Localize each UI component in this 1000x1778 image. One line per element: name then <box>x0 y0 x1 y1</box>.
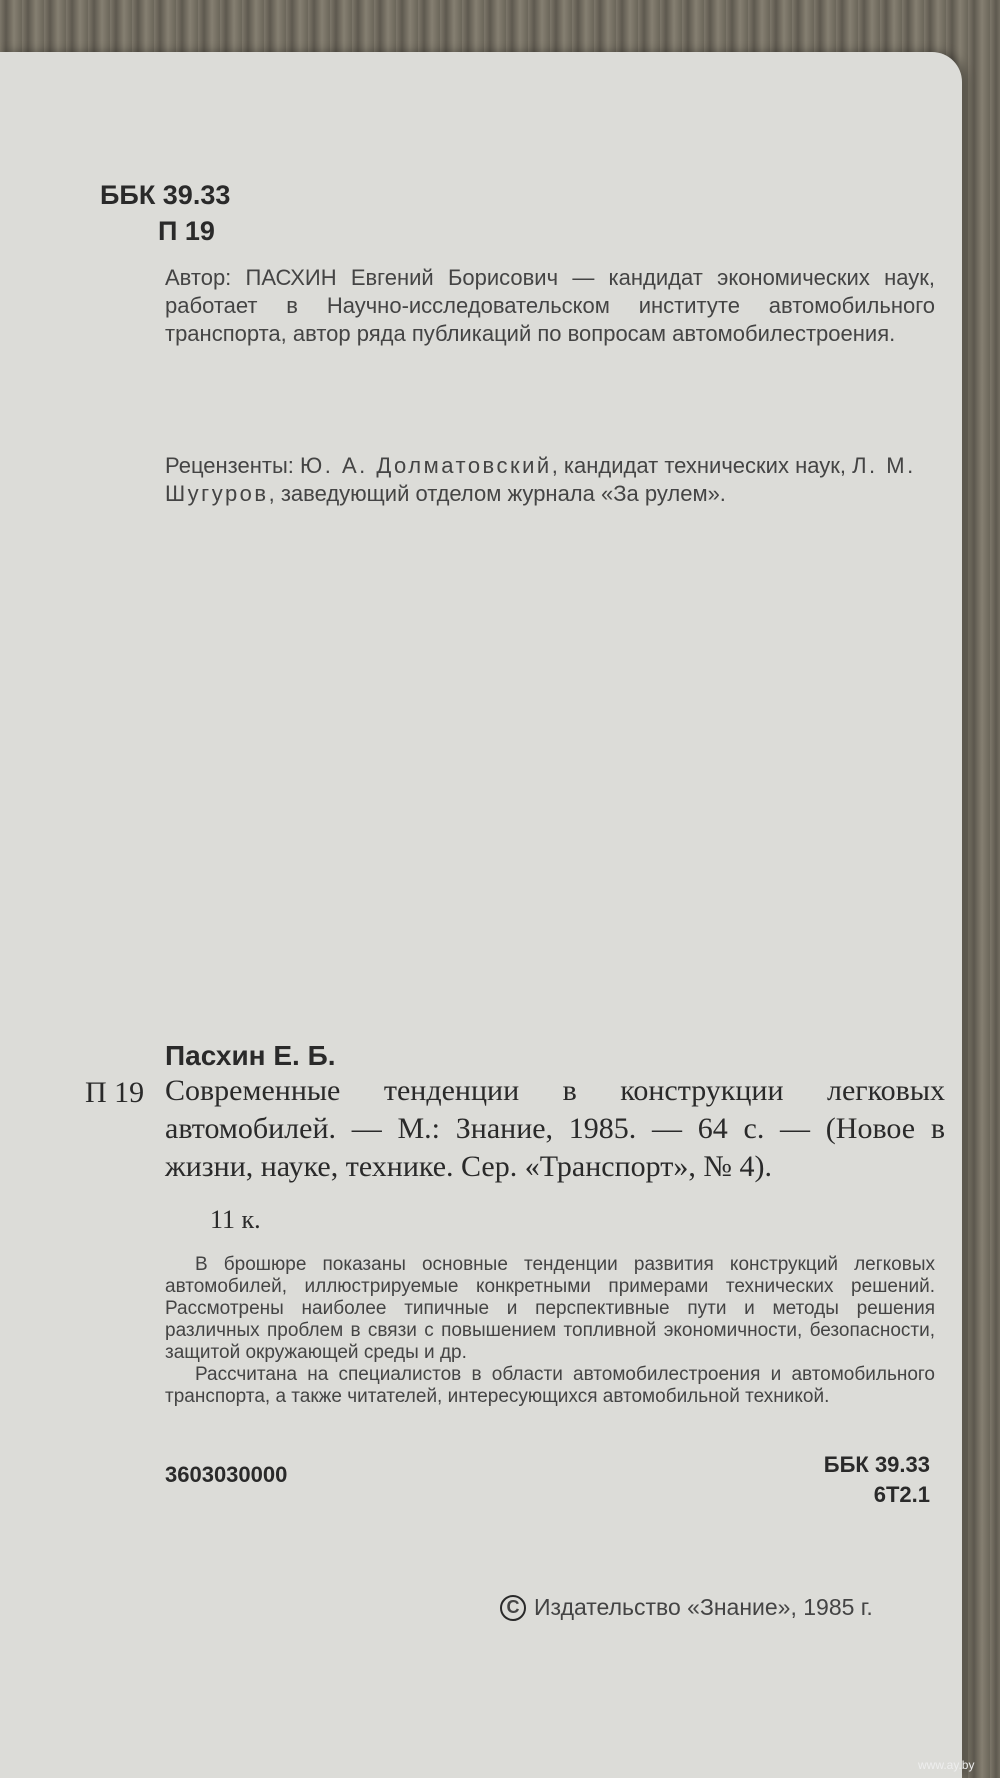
catalog-card-code: П 19 <box>85 1076 145 1109</box>
bbk-header <box>100 177 230 249</box>
author-note <box>165 264 935 348</box>
reviewers-note <box>165 452 935 508</box>
author-label: Автор: <box>165 265 232 290</box>
book-page <box>0 52 962 1778</box>
reviewer-2-title: , заведующий отделом журнала «За рулем». <box>268 481 726 506</box>
copyright-icon: C <box>500 1595 526 1621</box>
abstract <box>165 1254 935 1408</box>
copyright-text: Издательство «Знание», 1985 г. <box>534 1594 873 1620</box>
abstract-paragraph-2: Рассчитана на специалистов в области автомобилестроения и автомобильного транспорта, а также читателей, интересующихся автомобильной техникой. <box>165 1364 935 1407</box>
copyright-line <box>500 1594 873 1621</box>
abstract-paragraph-1: В брошюре показаны основные тенденции развития конструкций легковых автомобилей, иллюстрируемые конкретными примерами технических решений. Рассмотрены наиболее типичные и перспективные пути и методы решения различных проблем в связи с повышением топливной экономичности, безопасности, защитой окружающей среды и др. <box>165 1254 935 1363</box>
reviewers-label: Рецензенты: <box>165 453 294 478</box>
isbn-code: 3603030000 <box>165 1462 288 1487</box>
reviewer-1-name: Ю. А. Долматовский <box>300 453 552 478</box>
catalog-code: П 19 <box>158 216 215 246</box>
bbk-code: ББК 39.33 <box>100 180 231 210</box>
price: 11 к. <box>210 1205 261 1234</box>
watermark: www.ay.by <box>918 1758 975 1772</box>
udc-code: 6Т2.1 <box>873 1482 930 1507</box>
reviewer-2-name: Л. М. Шугуров <box>165 453 916 506</box>
bibliographic-citation: Современные тенденции в конструкции легковых автомобилей. — М.: Знание, 1985. — 64 с. — (Новое в жизни, науке, технике. Сер. «Транспорт», № 4). <box>165 1074 945 1183</box>
author-name: ПАСХИН Евгений Борисович <box>245 265 559 290</box>
bbk-footer <box>810 1450 930 1510</box>
reviewer-1-title: , кандидат технических наук, <box>551 453 846 478</box>
catalog-author: Пасхин Е. Б. <box>165 1040 336 1071</box>
author-bio: — кандидат экономических наук, работает в Научно-исследовательском институте автомобильного транспорта, автор ряда публикаций по вопросам автомобилестроения. <box>165 265 935 346</box>
bbk-footer-code: ББК 39.33 <box>823 1452 930 1477</box>
